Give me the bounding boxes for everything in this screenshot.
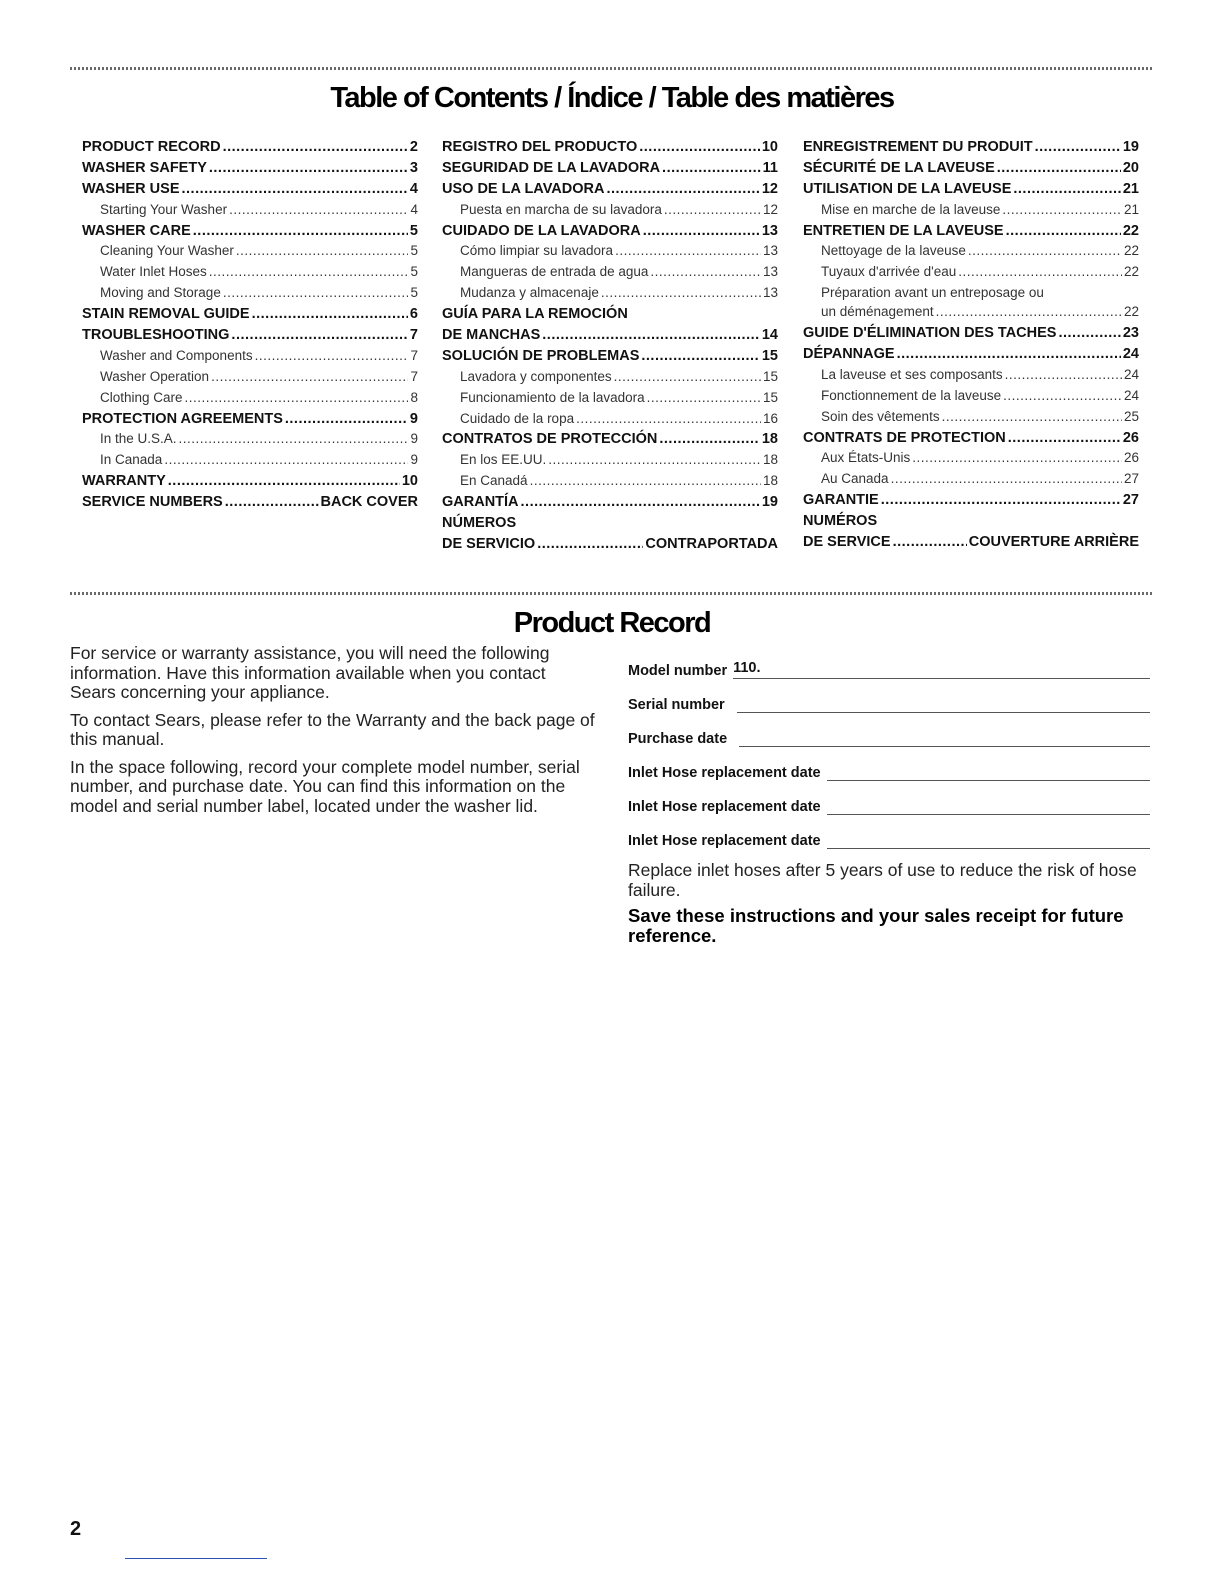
- dot-leader: [615, 241, 761, 262]
- toc-subentry[interactable]: [442, 367, 778, 388]
- toc-entry[interactable]: [442, 346, 778, 367]
- toc-entry-page: 16: [762, 410, 778, 426]
- middle-divider: [70, 592, 1154, 595]
- toc-entry-label: TROUBLESHOOTING: [82, 327, 230, 343]
- toc-entry-page: 26: [1123, 450, 1139, 466]
- intro-paragraph: To contact Sears, please refer to the Warranty and the back page of this manual.: [70, 709, 595, 749]
- toc-entry-page: 5: [410, 264, 418, 280]
- toc-entry-label: UTILISATION DE LA LAVEUSE: [803, 180, 1012, 197]
- intro-paragraph: In the space following, record your complete model number, serial number, and purchase date. You can find this information on the model and serial number label, located under the washer lid.: [70, 756, 580, 816]
- toc-entry-page: 7: [410, 368, 418, 384]
- save-instructions-note: Save these instructions and your sales receipt for future reference.: [628, 905, 1124, 946]
- toc-entry: [803, 511, 1139, 532]
- toc-entry-label: SERVICE NUMBERS: [82, 494, 223, 511]
- toc-entry-label: CUIDADO DE LA LAVADORA: [442, 222, 641, 239]
- toc-entry-label: Soin des vêtements: [821, 408, 940, 424]
- toc-entry[interactable]: [803, 323, 1139, 344]
- toc-entry-page: 15: [762, 368, 778, 384]
- toc-entry-page: 3: [409, 159, 418, 176]
- model-number-field[interactable]: [733, 660, 1150, 679]
- toc-entry-page: 5: [410, 243, 418, 259]
- dot-leader: [641, 346, 759, 367]
- toc-subentry[interactable]: [803, 200, 1139, 221]
- dot-leader: [1035, 137, 1121, 158]
- toc-entry[interactable]: [442, 534, 778, 555]
- toc-entry-page: 5: [409, 222, 418, 239]
- model-number-label: Model number: [628, 663, 728, 679]
- toc-subentry[interactable]: [82, 388, 418, 409]
- toc-entry-page: 12: [762, 201, 778, 217]
- dot-leader: [662, 158, 761, 179]
- toc-entry[interactable]: [82, 137, 418, 158]
- toc-entry-label: En Canadá: [460, 473, 528, 489]
- toc-entry-page: 4: [410, 201, 418, 217]
- toc-entry-label: Washer and Components: [100, 347, 253, 363]
- page-number: 2: [70, 1518, 82, 1540]
- toc-entry-label: Starting Your Washer: [100, 201, 228, 217]
- dot-leader: [897, 344, 1121, 365]
- toc-entry-page: COUVERTURE ARRIÈRE: [968, 534, 1139, 551]
- toc-entry[interactable]: [803, 490, 1139, 511]
- toc-subentry: [803, 283, 1139, 302]
- toc-entry-page: 24: [1122, 346, 1139, 362]
- dot-leader: [231, 325, 408, 346]
- toc-entry-label: Tuyaux d'arrivée d'eau: [821, 264, 957, 280]
- toc-subentry[interactable]: [82, 262, 418, 283]
- toc-entry[interactable]: [803, 179, 1139, 200]
- product-record-intro: [70, 644, 595, 824]
- toc-subentry[interactable]: [442, 409, 778, 430]
- dot-leader: [164, 450, 408, 471]
- dot-leader: [209, 158, 408, 179]
- dot-leader: [537, 534, 643, 555]
- toc-entry[interactable]: [82, 158, 418, 179]
- toc-entry-page: 7: [410, 347, 418, 363]
- dot-leader: [223, 137, 408, 158]
- toc-entry-label: REGISTRO DEL PRODUCTO: [442, 138, 638, 155]
- dot-leader: [1013, 179, 1120, 200]
- toc-subentry[interactable]: [82, 200, 418, 221]
- dot-leader: [1058, 323, 1120, 344]
- toc-entry-label: Cuidado de la ropa: [460, 410, 575, 426]
- toc-entry-page: 21: [1123, 201, 1139, 217]
- dot-leader: [1008, 428, 1121, 449]
- toc-entry-label: GUÍA PARA LA REMOCIÓN: [442, 306, 628, 323]
- toc-subentry[interactable]: [442, 471, 778, 492]
- toc-subentry[interactable]: [803, 469, 1139, 490]
- toc-entry[interactable]: [82, 492, 418, 513]
- toc-entry-page: 2: [409, 138, 418, 155]
- toc-entry-label: Préparation avant un entreposage ou: [821, 285, 1044, 301]
- toc-entry[interactable]: [442, 137, 778, 158]
- dot-leader: [968, 241, 1122, 262]
- dot-leader: [179, 429, 409, 450]
- toc-subentry[interactable]: [82, 346, 418, 367]
- toc-entry[interactable]: [82, 179, 418, 200]
- inlet-hose-date-row: [628, 747, 1150, 781]
- toc-subentry[interactable]: [82, 283, 418, 304]
- toc-entry[interactable]: [82, 221, 418, 242]
- dot-leader: [252, 304, 408, 325]
- dot-leader: [659, 429, 759, 450]
- inlet-hose-date-label: Inlet Hose replacement date: [628, 765, 821, 781]
- toc-entry-label: SOLUCIÓN DE PROBLEMAS: [442, 347, 640, 364]
- dot-leader: [542, 325, 760, 346]
- toc-entry-label: DE SERVICIO: [442, 535, 536, 552]
- toc-entry-page: 13: [762, 264, 778, 280]
- toc-entry-page: 22: [1123, 304, 1139, 320]
- toc-entry-label: DÉPANNAGE: [803, 346, 895, 362]
- dot-leader: [601, 283, 761, 304]
- inlet-hose-date-field[interactable]: [827, 762, 1150, 781]
- model-number-row: [628, 645, 1150, 679]
- toc-entry-label: WASHER SAFETY: [82, 159, 207, 176]
- toc-entry-label: DE SERVICE: [803, 534, 891, 551]
- toc-entry-label: Clothing Care: [100, 389, 183, 405]
- toc-entry-page: 13: [762, 285, 778, 301]
- toc-entry-page: 27: [1122, 492, 1139, 509]
- inlet-hose-date-row: [628, 781, 1150, 815]
- dot-leader: [664, 200, 761, 221]
- toc-entry-page: 19: [761, 494, 778, 511]
- toc-subentry[interactable]: [803, 302, 1139, 323]
- dot-leader: [521, 492, 760, 513]
- inlet-hose-date-field[interactable]: [827, 830, 1150, 849]
- inlet-hose-date-row: [628, 815, 1150, 849]
- toc-entry[interactable]: [803, 137, 1139, 158]
- toc-entry-page: 10: [401, 473, 418, 490]
- toc-entry[interactable]: [82, 471, 418, 492]
- toc-entry-page: 25: [1123, 408, 1139, 424]
- toc-entry-label: Cleaning Your Washer: [100, 243, 234, 259]
- dot-leader: [225, 492, 319, 513]
- toc-entry-label: Mudanza y almacenaje: [460, 285, 599, 301]
- toc-entry-label: GARANTIE: [803, 492, 879, 509]
- toc-entry-label: WARRANTY: [82, 473, 166, 490]
- toc-entry-label: CONTRATS DE PROTECTION: [803, 429, 1006, 446]
- toc-entry-page: 14: [761, 327, 778, 343]
- toc-subentry[interactable]: [442, 262, 778, 283]
- dot-leader: [614, 367, 761, 388]
- dot-leader: [211, 367, 408, 388]
- toc-entry-label: Aux États-Unis: [821, 450, 911, 466]
- dot-leader: [209, 262, 409, 283]
- toc-entry-label: ENREGISTREMENT DU PRODUIT: [803, 138, 1033, 155]
- toc-entry-label: In the U.S.A.: [100, 431, 177, 447]
- toc-entry-label: SEGURIDAD DE LA LAVADORA: [442, 159, 661, 176]
- toc-entry-page: 15: [762, 389, 778, 405]
- toc-entry-page: 22: [1123, 264, 1139, 280]
- toc-entry[interactable]: [803, 221, 1139, 242]
- toc-entry-label: In Canada: [100, 452, 163, 468]
- toc-entry-label: En los EE.UU.: [460, 452, 547, 468]
- dot-leader: [1005, 365, 1122, 386]
- toc-entry-page: 24: [1123, 387, 1139, 403]
- dot-leader: [168, 471, 400, 492]
- dot-leader: [255, 346, 409, 367]
- inlet-hose-date-field[interactable]: [827, 796, 1150, 815]
- toc-entry: [442, 304, 778, 325]
- toc-entry-page: 23: [1122, 325, 1139, 342]
- toc-entry-page: 26: [1122, 429, 1139, 446]
- toc-entry-label: Moving and Storage: [100, 285, 221, 301]
- toc-subentry[interactable]: [442, 450, 778, 471]
- toc-entry-page: 19: [1122, 138, 1139, 155]
- toc-subentry[interactable]: [442, 241, 778, 262]
- toc-entry-page: 4: [409, 180, 418, 197]
- toc-entry-label: NÚMEROS: [442, 515, 517, 532]
- toc-entry-label: DE MANCHAS: [442, 327, 541, 343]
- toc-entry: [442, 513, 778, 534]
- toc-entry[interactable]: [442, 429, 778, 450]
- toc-entry-page: 27: [1123, 471, 1139, 487]
- toc-entry-label: Funcionamiento de la lavadora: [460, 389, 645, 405]
- dot-leader: [606, 179, 759, 200]
- toc-entry-page: 9: [410, 452, 418, 468]
- toc-subentry[interactable]: [442, 200, 778, 221]
- toc-entry-page: 12: [761, 180, 778, 197]
- toc-subentry[interactable]: [442, 283, 778, 304]
- toc-subentry[interactable]: [82, 429, 418, 450]
- toc-entry-label: NUMÉROS: [803, 513, 878, 530]
- toc-entry-label: GARANTÍA: [442, 494, 519, 511]
- dot-leader: [182, 179, 408, 200]
- top-divider: [70, 67, 1154, 70]
- toc-entry-page: 24: [1123, 366, 1139, 382]
- toc-entry-page: 20: [1122, 159, 1139, 176]
- toc-entry-page: 5: [410, 285, 418, 301]
- dot-leader: [223, 283, 409, 304]
- serial-number-label: Serial number: [628, 697, 725, 713]
- toc-entry-page: 15: [761, 347, 778, 364]
- toc-entry-page: 18: [762, 473, 778, 489]
- toc-entry-page: 18: [762, 452, 778, 468]
- dot-leader: [958, 262, 1122, 283]
- toc-entry-page: 21: [1122, 180, 1139, 197]
- dot-leader: [891, 469, 1122, 490]
- model-number-value: 110.: [733, 660, 761, 676]
- dot-leader: [639, 137, 760, 158]
- toc-subentry[interactable]: [803, 365, 1139, 386]
- toc-subentry[interactable]: [82, 367, 418, 388]
- toc-entry-label: PROTECTION AGREEMENTS: [82, 410, 283, 427]
- toc-entry[interactable]: [82, 325, 418, 346]
- toc-column-english: [82, 137, 418, 513]
- toc-subentry[interactable]: [803, 386, 1139, 407]
- dot-leader: [1003, 386, 1122, 407]
- dot-leader: [942, 407, 1122, 428]
- dot-leader: [185, 388, 409, 409]
- dot-leader: [1006, 221, 1121, 242]
- toc-entry-page: 9: [410, 431, 418, 447]
- toc-entry-label: La laveuse et ses composants: [821, 366, 1003, 382]
- toc-entry-label: un déménagement: [821, 304, 934, 320]
- toc-entry[interactable]: [442, 221, 778, 242]
- dot-leader: [576, 409, 761, 430]
- toc-entry-label: Water Inlet Hoses: [100, 264, 207, 280]
- toc-entry[interactable]: [442, 492, 778, 513]
- toc-subentry[interactable]: [803, 241, 1139, 262]
- dot-leader: [997, 158, 1121, 179]
- toc-entry-label: Puesta en marcha de su lavadora: [460, 201, 662, 217]
- toc-title: Table of Contents / Índice / Table des matières: [330, 82, 894, 114]
- inlet-hose-date-label: Inlet Hose replacement date: [628, 833, 821, 849]
- toc-entry-label: Lavadora y componentes: [460, 368, 612, 384]
- toc-entry-page: 7: [409, 327, 418, 343]
- toc-entry[interactable]: [803, 158, 1139, 179]
- toc-subentry[interactable]: [803, 448, 1139, 469]
- dot-leader: [229, 200, 408, 221]
- purchase-date-row: [628, 713, 1150, 747]
- product-record-title: Product Record: [513, 607, 711, 639]
- toc-subentry[interactable]: [82, 450, 418, 471]
- serial-number-row: [628, 679, 1150, 713]
- toc-entry[interactable]: [82, 409, 418, 430]
- toc-entry-page: BACK COVER: [320, 494, 418, 511]
- toc-entry-label: ENTRETIEN DE LA LAVEUSE: [803, 222, 1004, 239]
- toc-column-spanish: [442, 137, 778, 555]
- toc-entry[interactable]: [803, 344, 1139, 365]
- toc-entry-page: 13: [761, 222, 778, 239]
- toc-entry-label: Nettoyage de la laveuse: [821, 243, 966, 259]
- toc-entry-page: 11: [762, 159, 778, 176]
- toc-entry-label: Washer Operation: [100, 368, 210, 384]
- toc-entry-page: 6: [409, 306, 418, 323]
- purchase-date-label: Purchase date: [628, 731, 728, 747]
- toc-entry-label: Cómo limpiar su lavadora: [460, 243, 614, 259]
- hose-replacement-note: Replace inlet hoses after 5 years of use to reduce the risk of hose failure.: [628, 860, 1137, 900]
- toc-entry-page: 13: [762, 243, 778, 259]
- toc-entry-label: SÉCURITÉ DE LA LAVEUSE: [803, 159, 995, 176]
- dot-leader: [650, 262, 761, 283]
- toc-entry[interactable]: [82, 304, 418, 325]
- toc-entry-page: CONTRAPORTADA: [645, 535, 778, 552]
- toc-subentry[interactable]: [803, 407, 1139, 428]
- toc-entry-label: USO DE LA LAVADORA: [442, 180, 605, 197]
- toc-entry-label: Fonctionnement de la laveuse: [821, 387, 1002, 403]
- toc-subentry[interactable]: [803, 262, 1139, 283]
- toc-entry-page: 8: [410, 389, 418, 405]
- intro-paragraph: For service or warranty assistance, you will need the following information. Have this information available when you contact Sears concerning your appliance.: [70, 643, 550, 702]
- toc-entry-page: 18: [761, 431, 778, 448]
- purchase-date-field[interactable]: [739, 728, 1150, 747]
- toc-entry-page: 9: [409, 410, 418, 427]
- toc-entry[interactable]: [442, 158, 778, 179]
- dot-leader: [548, 450, 761, 471]
- dot-leader: [647, 388, 761, 409]
- dot-leader: [285, 409, 408, 430]
- toc-entry-label: Au Canada: [821, 471, 889, 487]
- toc-entry[interactable]: [442, 179, 778, 200]
- toc-entry-label: Mangueras de entrada de agua: [460, 264, 649, 280]
- toc-subentry[interactable]: [442, 388, 778, 409]
- toc-entry-label: CONTRATOS DE PROTECCIÓN: [442, 431, 658, 448]
- dot-leader: [643, 221, 760, 242]
- dot-leader: [236, 241, 409, 262]
- toc-entry-label: GUIDE D'ÉLIMINATION DES TACHES: [803, 325, 1057, 342]
- product-record-form: [628, 645, 1150, 946]
- toc-subentry[interactable]: [82, 241, 418, 262]
- toc-entry-label: WASHER CARE: [82, 222, 191, 239]
- footer-line: [125, 1558, 267, 1559]
- toc-entry[interactable]: [803, 532, 1139, 553]
- dot-leader: [193, 221, 408, 242]
- toc-entry-label: STAIN REMOVAL GUIDE: [82, 306, 250, 323]
- dot-leader: [936, 302, 1122, 323]
- dot-leader: [881, 490, 1121, 511]
- toc-entry[interactable]: [803, 428, 1139, 449]
- toc-entry-page: 22: [1123, 243, 1139, 259]
- dot-leader: [912, 448, 1122, 469]
- serial-number-field[interactable]: [737, 694, 1150, 713]
- dot-leader: [530, 471, 761, 492]
- dot-leader: [893, 532, 967, 553]
- dot-leader: [1002, 200, 1122, 221]
- toc-entry-label: PRODUCT RECORD: [82, 138, 221, 155]
- toc-entry-page: 22: [1122, 222, 1139, 239]
- toc-entry-label: Mise en marche de la laveuse: [821, 201, 1001, 217]
- toc-column-french: [803, 137, 1139, 553]
- toc-entry[interactable]: [442, 325, 778, 346]
- toc-entry-page: 10: [761, 138, 778, 155]
- inlet-hose-date-label: Inlet Hose replacement date: [628, 799, 821, 815]
- toc-entry-label: WASHER USE: [82, 180, 180, 197]
